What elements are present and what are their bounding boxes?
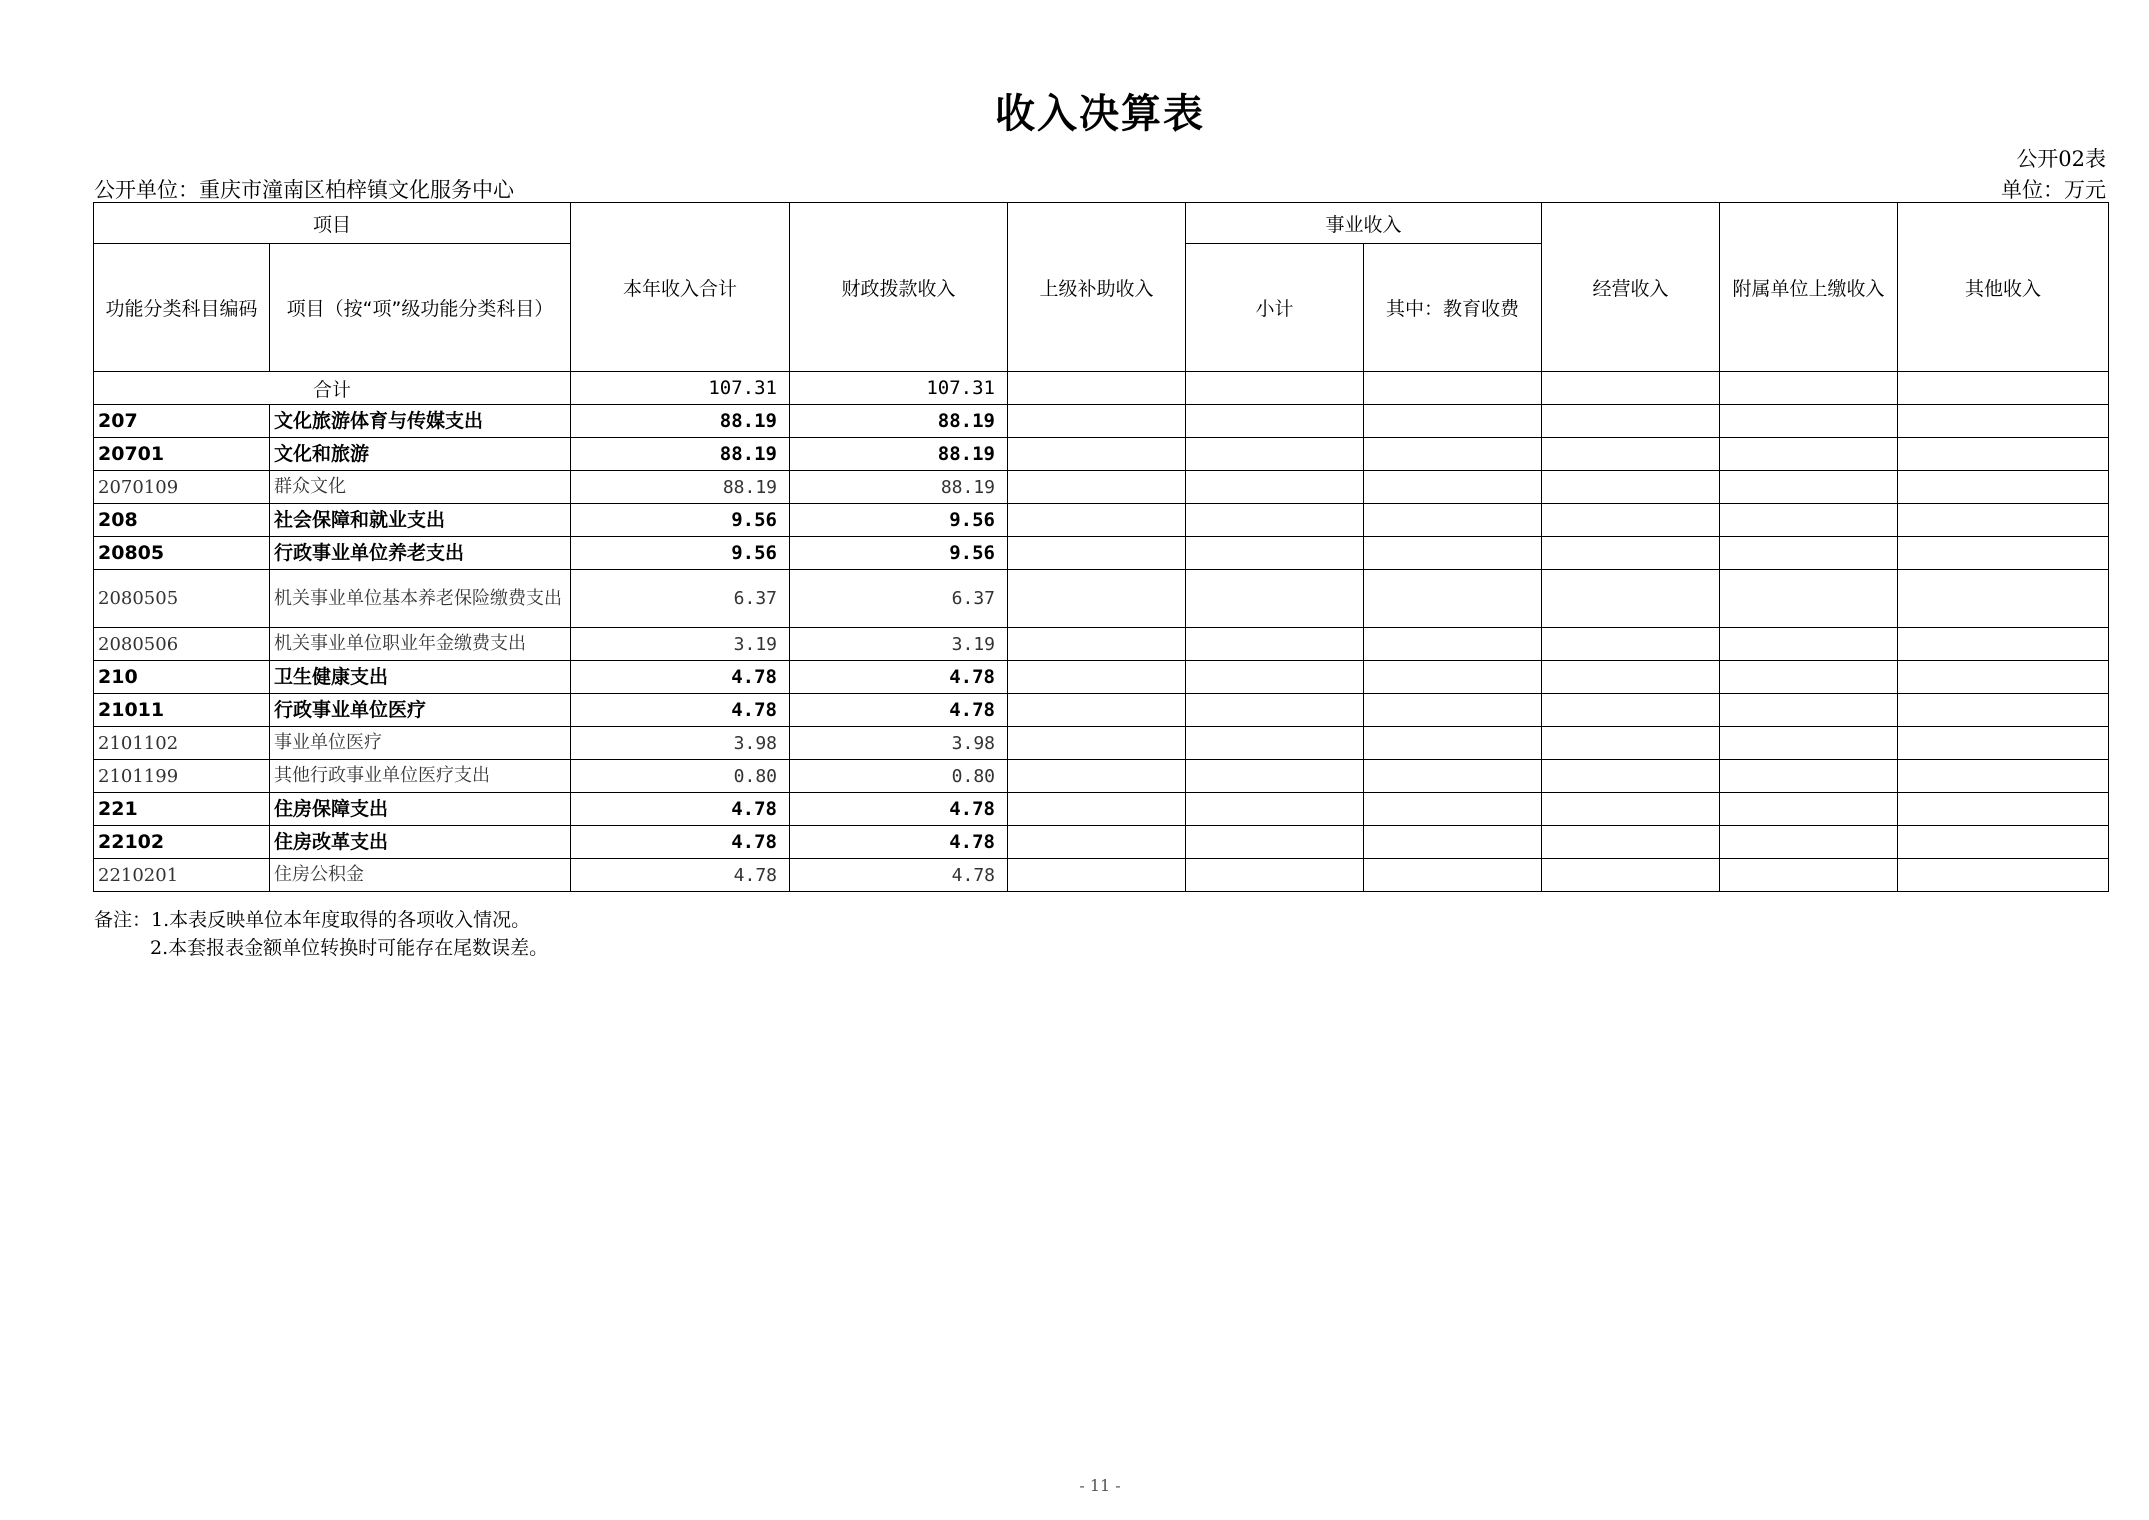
header-subtotal: 小计 xyxy=(1186,244,1364,372)
row-fiscal-income: 4.78 xyxy=(790,694,1008,727)
row-code: 210 xyxy=(94,661,270,694)
row-name: 文化旅游体育与传媒支出 xyxy=(270,405,571,438)
row-fiscal-income: 88.19 xyxy=(790,471,1008,504)
empty-cell xyxy=(1898,760,2109,793)
note-1: 备注：1.本表反映单位本年度取得的各项收入情况。 xyxy=(94,909,531,931)
page-number: - 11 - xyxy=(1079,1476,1121,1495)
empty-cell xyxy=(1542,727,1720,760)
row-total-income: 88.19 xyxy=(571,405,790,438)
empty-cell xyxy=(1898,793,2109,826)
empty-cell xyxy=(1898,570,2109,628)
table-row xyxy=(94,537,2109,570)
empty-cell xyxy=(1364,438,1542,471)
row-total-income: 9.56 xyxy=(571,504,790,537)
empty-cell xyxy=(1542,694,1720,727)
row-code: 2080506 xyxy=(94,628,270,661)
row-name: 卫生健康支出 xyxy=(270,661,571,694)
empty-cell xyxy=(1008,570,1186,628)
empty-cell xyxy=(1898,727,2109,760)
note-2: 2.本套报表金额单位转换时可能存在尾数误差。 xyxy=(150,937,549,959)
row-total-income: 4.78 xyxy=(571,694,790,727)
empty-cell xyxy=(1720,694,1898,727)
empty-cell xyxy=(1186,727,1364,760)
row-total-income: 3.19 xyxy=(571,628,790,661)
empty-cell xyxy=(1186,570,1364,628)
empty-cell xyxy=(1542,471,1720,504)
empty-cell xyxy=(1186,793,1364,826)
empty-cell xyxy=(1008,405,1186,438)
row-code: 2080505 xyxy=(94,570,270,628)
row-total-income: 6.37 xyxy=(571,570,790,628)
row-name: 行政事业单位养老支出 xyxy=(270,537,571,570)
empty-cell xyxy=(1364,504,1542,537)
row-name: 事业单位医疗 xyxy=(270,727,571,760)
row-total-income: 0.80 xyxy=(571,760,790,793)
income-statement-table xyxy=(93,202,2109,892)
row-fiscal-income: 0.80 xyxy=(790,760,1008,793)
row-code: 2070109 xyxy=(94,471,270,504)
empty-cell xyxy=(1008,504,1186,537)
row-name: 其他行政事业单位医疗支出 xyxy=(270,760,571,793)
table-row xyxy=(94,859,2109,892)
empty-cell xyxy=(1720,826,1898,859)
row-code: 221 xyxy=(94,793,270,826)
empty-cell xyxy=(1542,372,1720,405)
row-fiscal-income: 88.19 xyxy=(790,405,1008,438)
empty-cell xyxy=(1720,760,1898,793)
empty-cell xyxy=(1364,471,1542,504)
empty-cell xyxy=(1898,405,2109,438)
empty-cell xyxy=(1898,471,2109,504)
empty-cell xyxy=(1364,859,1542,892)
empty-cell xyxy=(1898,859,2109,892)
empty-cell xyxy=(1720,438,1898,471)
row-fiscal-income: 9.56 xyxy=(790,504,1008,537)
header-func-code: 功能分类科目编码 xyxy=(94,244,270,372)
header-affiliated-income: 附属单位上缴收入 xyxy=(1720,203,1898,372)
empty-cell xyxy=(1364,826,1542,859)
empty-cell xyxy=(1364,694,1542,727)
empty-cell xyxy=(1364,793,1542,826)
empty-cell xyxy=(1364,661,1542,694)
row-total-income: 4.78 xyxy=(571,859,790,892)
empty-cell xyxy=(1720,504,1898,537)
row-fiscal-income: 6.37 xyxy=(790,570,1008,628)
row-name: 住房改革支出 xyxy=(270,826,571,859)
row-fiscal-income: 4.78 xyxy=(790,793,1008,826)
row-name: 住房保障支出 xyxy=(270,793,571,826)
empty-cell xyxy=(1898,661,2109,694)
header-fiscal-income: 财政拨款收入 xyxy=(790,203,1008,372)
empty-cell xyxy=(1186,504,1364,537)
empty-cell xyxy=(1008,471,1186,504)
row-total-income: 4.78 xyxy=(571,793,790,826)
empty-cell xyxy=(1720,570,1898,628)
empty-cell xyxy=(1898,537,2109,570)
empty-cell xyxy=(1364,727,1542,760)
empty-cell xyxy=(1186,438,1364,471)
row-name: 社会保障和就业支出 xyxy=(270,504,571,537)
empty-cell xyxy=(1008,537,1186,570)
table-row xyxy=(94,504,2109,537)
table-row xyxy=(94,570,2109,628)
empty-cell xyxy=(1186,859,1364,892)
empty-cell xyxy=(1542,504,1720,537)
row-total-income: 3.98 xyxy=(571,727,790,760)
empty-cell xyxy=(1898,694,2109,727)
empty-cell xyxy=(1720,727,1898,760)
table-row xyxy=(94,826,2109,859)
empty-cell xyxy=(1186,661,1364,694)
table-row xyxy=(94,760,2109,793)
row-fiscal-income: 4.78 xyxy=(790,826,1008,859)
empty-cell xyxy=(1186,537,1364,570)
reporting-unit: 公开单位：重庆市潼南区柏梓镇文化服务中心 xyxy=(94,178,514,202)
row-name: 群众文化 xyxy=(270,471,571,504)
empty-cell xyxy=(1898,826,2109,859)
empty-cell xyxy=(1186,826,1364,859)
row-code: 21011 xyxy=(94,694,270,727)
row-code: 2101102 xyxy=(94,727,270,760)
empty-cell xyxy=(1720,537,1898,570)
empty-cell xyxy=(1008,438,1186,471)
header-operating-income: 经营收入 xyxy=(1542,203,1720,372)
currency-unit: 单位：万元 xyxy=(2001,178,2106,202)
header-total-income: 本年收入合计 xyxy=(571,203,790,372)
empty-cell xyxy=(1364,537,1542,570)
empty-cell xyxy=(1008,793,1186,826)
row-fiscal-income: 9.56 xyxy=(790,537,1008,570)
empty-cell xyxy=(1720,628,1898,661)
empty-cell xyxy=(1898,504,2109,537)
row-code: 2101199 xyxy=(94,760,270,793)
empty-cell xyxy=(1898,372,2109,405)
empty-cell xyxy=(1898,438,2109,471)
empty-cell xyxy=(1542,760,1720,793)
empty-cell xyxy=(1008,372,1186,405)
empty-cell xyxy=(1720,661,1898,694)
header-func-name: 项目（按“项”级功能分类科目） xyxy=(270,244,571,372)
empty-cell xyxy=(1364,405,1542,438)
empty-cell xyxy=(1542,793,1720,826)
row-name: 机关事业单位职业年金缴费支出 xyxy=(270,628,571,661)
row-fiscal-income: 3.19 xyxy=(790,628,1008,661)
header-project: 项目 xyxy=(94,203,571,244)
empty-cell xyxy=(1898,628,2109,661)
row-code: 20701 xyxy=(94,438,270,471)
total-label: 合计 xyxy=(94,372,571,405)
empty-cell xyxy=(1008,826,1186,859)
empty-cell xyxy=(1008,760,1186,793)
empty-cell xyxy=(1720,793,1898,826)
empty-cell xyxy=(1008,694,1186,727)
empty-cell xyxy=(1186,694,1364,727)
row-code: 208 xyxy=(94,504,270,537)
header-business-income: 事业收入 xyxy=(1186,203,1542,244)
header-education-fee: 其中：教育收费 xyxy=(1364,244,1542,372)
total-fiscal-value: 107.31 xyxy=(790,372,1008,405)
empty-cell xyxy=(1542,537,1720,570)
notes xyxy=(94,906,548,962)
empty-cell xyxy=(1186,405,1364,438)
table-row xyxy=(94,471,2109,504)
row-total-income: 4.78 xyxy=(571,826,790,859)
empty-cell xyxy=(1186,760,1364,793)
row-total-income: 88.19 xyxy=(571,438,790,471)
row-code: 2210201 xyxy=(94,859,270,892)
header-superior-subsidy: 上级补助收入 xyxy=(1008,203,1186,372)
empty-cell xyxy=(1542,661,1720,694)
table-row xyxy=(94,727,2109,760)
empty-cell xyxy=(1364,570,1542,628)
row-total-income: 4.78 xyxy=(571,661,790,694)
empty-cell xyxy=(1542,628,1720,661)
table-row xyxy=(94,438,2109,471)
empty-cell xyxy=(1364,372,1542,405)
empty-cell xyxy=(1542,570,1720,628)
row-fiscal-income: 3.98 xyxy=(790,727,1008,760)
row-fiscal-income: 88.19 xyxy=(790,438,1008,471)
row-fiscal-income: 4.78 xyxy=(790,661,1008,694)
empty-cell xyxy=(1542,826,1720,859)
row-total-income: 88.19 xyxy=(571,471,790,504)
row-name: 行政事业单位医疗 xyxy=(270,694,571,727)
page-title: 收入决算表 xyxy=(995,91,1205,137)
table-row xyxy=(94,694,2109,727)
empty-cell xyxy=(1186,628,1364,661)
table-row xyxy=(94,628,2109,661)
table-row xyxy=(94,793,2109,826)
empty-cell xyxy=(1720,372,1898,405)
empty-cell xyxy=(1364,628,1542,661)
empty-cell xyxy=(1542,438,1720,471)
empty-cell xyxy=(1720,859,1898,892)
row-name: 住房公积金 xyxy=(270,859,571,892)
form-number: 公开02表 xyxy=(2016,147,2106,171)
row-code: 20805 xyxy=(94,537,270,570)
empty-cell xyxy=(1008,628,1186,661)
row-total-income: 9.56 xyxy=(571,537,790,570)
empty-cell xyxy=(1008,661,1186,694)
header-other-income: 其他收入 xyxy=(1898,203,2109,372)
empty-cell xyxy=(1008,859,1186,892)
empty-cell xyxy=(1720,471,1898,504)
row-code: 207 xyxy=(94,405,270,438)
total-income-value: 107.31 xyxy=(571,372,790,405)
row-fiscal-income: 4.78 xyxy=(790,859,1008,892)
row-name: 机关事业单位基本养老保险缴费支出 xyxy=(270,570,571,628)
empty-cell xyxy=(1186,372,1364,405)
row-name: 文化和旅游 xyxy=(270,438,571,471)
table-row xyxy=(94,661,2109,694)
empty-cell xyxy=(1720,405,1898,438)
row-code: 22102 xyxy=(94,826,270,859)
empty-cell xyxy=(1008,727,1186,760)
empty-cell xyxy=(1542,859,1720,892)
empty-cell xyxy=(1186,471,1364,504)
empty-cell xyxy=(1364,760,1542,793)
unit-line xyxy=(94,174,2106,204)
empty-cell xyxy=(1542,405,1720,438)
total-row xyxy=(94,372,2109,405)
table-row xyxy=(94,405,2109,438)
